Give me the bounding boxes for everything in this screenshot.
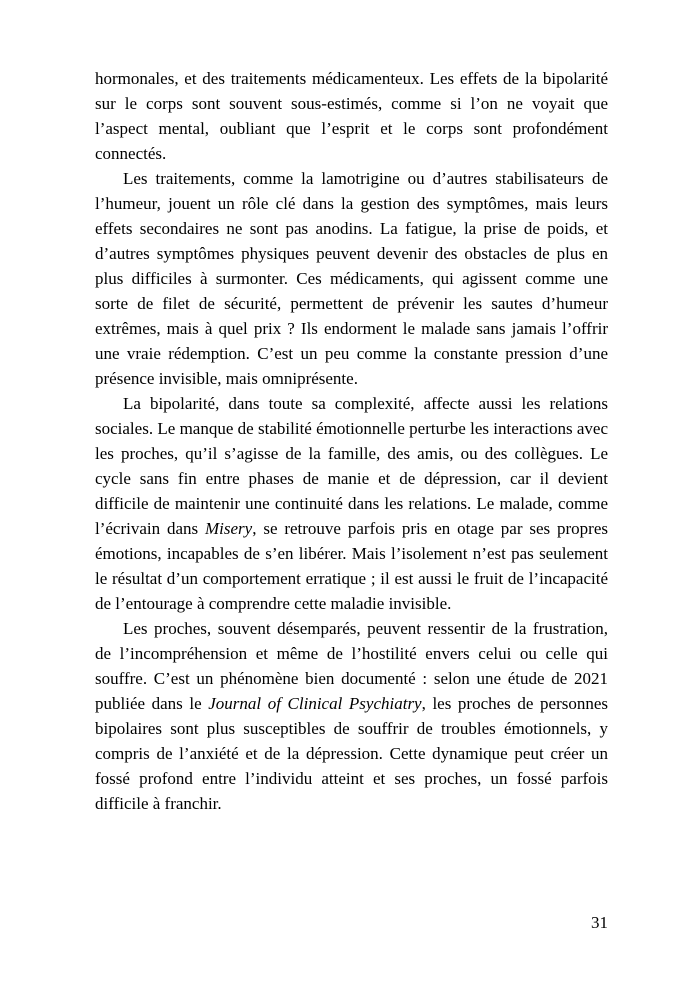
journal-title: Journal of Clinical Psychiatry <box>208 694 422 713</box>
paragraph-text: La bipolarité, dans toute sa complexité, affecte aussi les relations sociales. Le manque de stabilité émotionnelle perturbe les interactions avec les proches, qu’il s’agisse de la famille, des amis, ou des collègues. Le cycle sans fin entre phases de manie et de dépression, car il devient difficile de maintenir une continuité dans les relations. Le malade, comme l’écrivain dans <box>95 394 608 538</box>
paragraph-text: , se retrouve parfois pris en otage par ses propres émotions, incapables de s’en libérer. Mais l’isolement n’est pas seulement le résultat d’un comportement erratique ; il est aussi le fruit de l’incapacité de l’entourage à comprendre cette maladie invisible. <box>95 519 608 613</box>
paragraph-text: hormonales, et des traitements médicamenteux. Les effets de la bipolarité sur le corps sont souvent sous-estimés, comme si l’on ne voyait que l’aspect mental, oubliant que l’esprit et le corps sont profondément connectés. <box>95 69 608 163</box>
page-body-text <box>95 66 608 816</box>
page-number: 31 <box>591 913 608 932</box>
paragraph-text: Les traitements, comme la lamotrigine ou d’autres stabilisateurs de l’humeur, jouent un rôle clé dans la gestion des symptômes, mais leurs effets secondaires ne sont pas anodins. La fatigue, la prise de poids, et d’autres symptômes physiques peuvent devenir des obstacles de plus en plus difficiles à surmonter. Ces médicaments, qui agissent comme une sorte de filet de sécurité, permettent de prévenir les sautes d’humeur extrêmes, mais à quel prix ? Ils endorment le malade sans jamais l’offrir une vraie rédemption. C’est un peu comme la constante pression d’une présence invisible, mais omniprésente. <box>95 169 608 388</box>
paragraph <box>95 166 608 391</box>
paragraph-text: Les proches, souvent désemparés, peuvent ressentir de la frustration, de l’incompréhension et même de l’hostilité envers celui ou celle qui souffre. C’est un phénomène bien documenté : selon une étude de 2021 publiée dans le <box>95 619 608 713</box>
book-title-misery: Misery <box>205 519 253 538</box>
paragraph <box>95 66 608 166</box>
paragraph-text: , les proches de personnes bipolaires sont plus susceptibles de souffrir de troubles émotionnels, y compris de l’anxiété et de la dépression. Cette dynamique peut créer un fossé profond entre l’individu atteint et ses proches, un fossé parfois difficile à franchir. <box>95 694 609 813</box>
paragraph <box>95 616 608 816</box>
paragraph <box>95 391 608 616</box>
